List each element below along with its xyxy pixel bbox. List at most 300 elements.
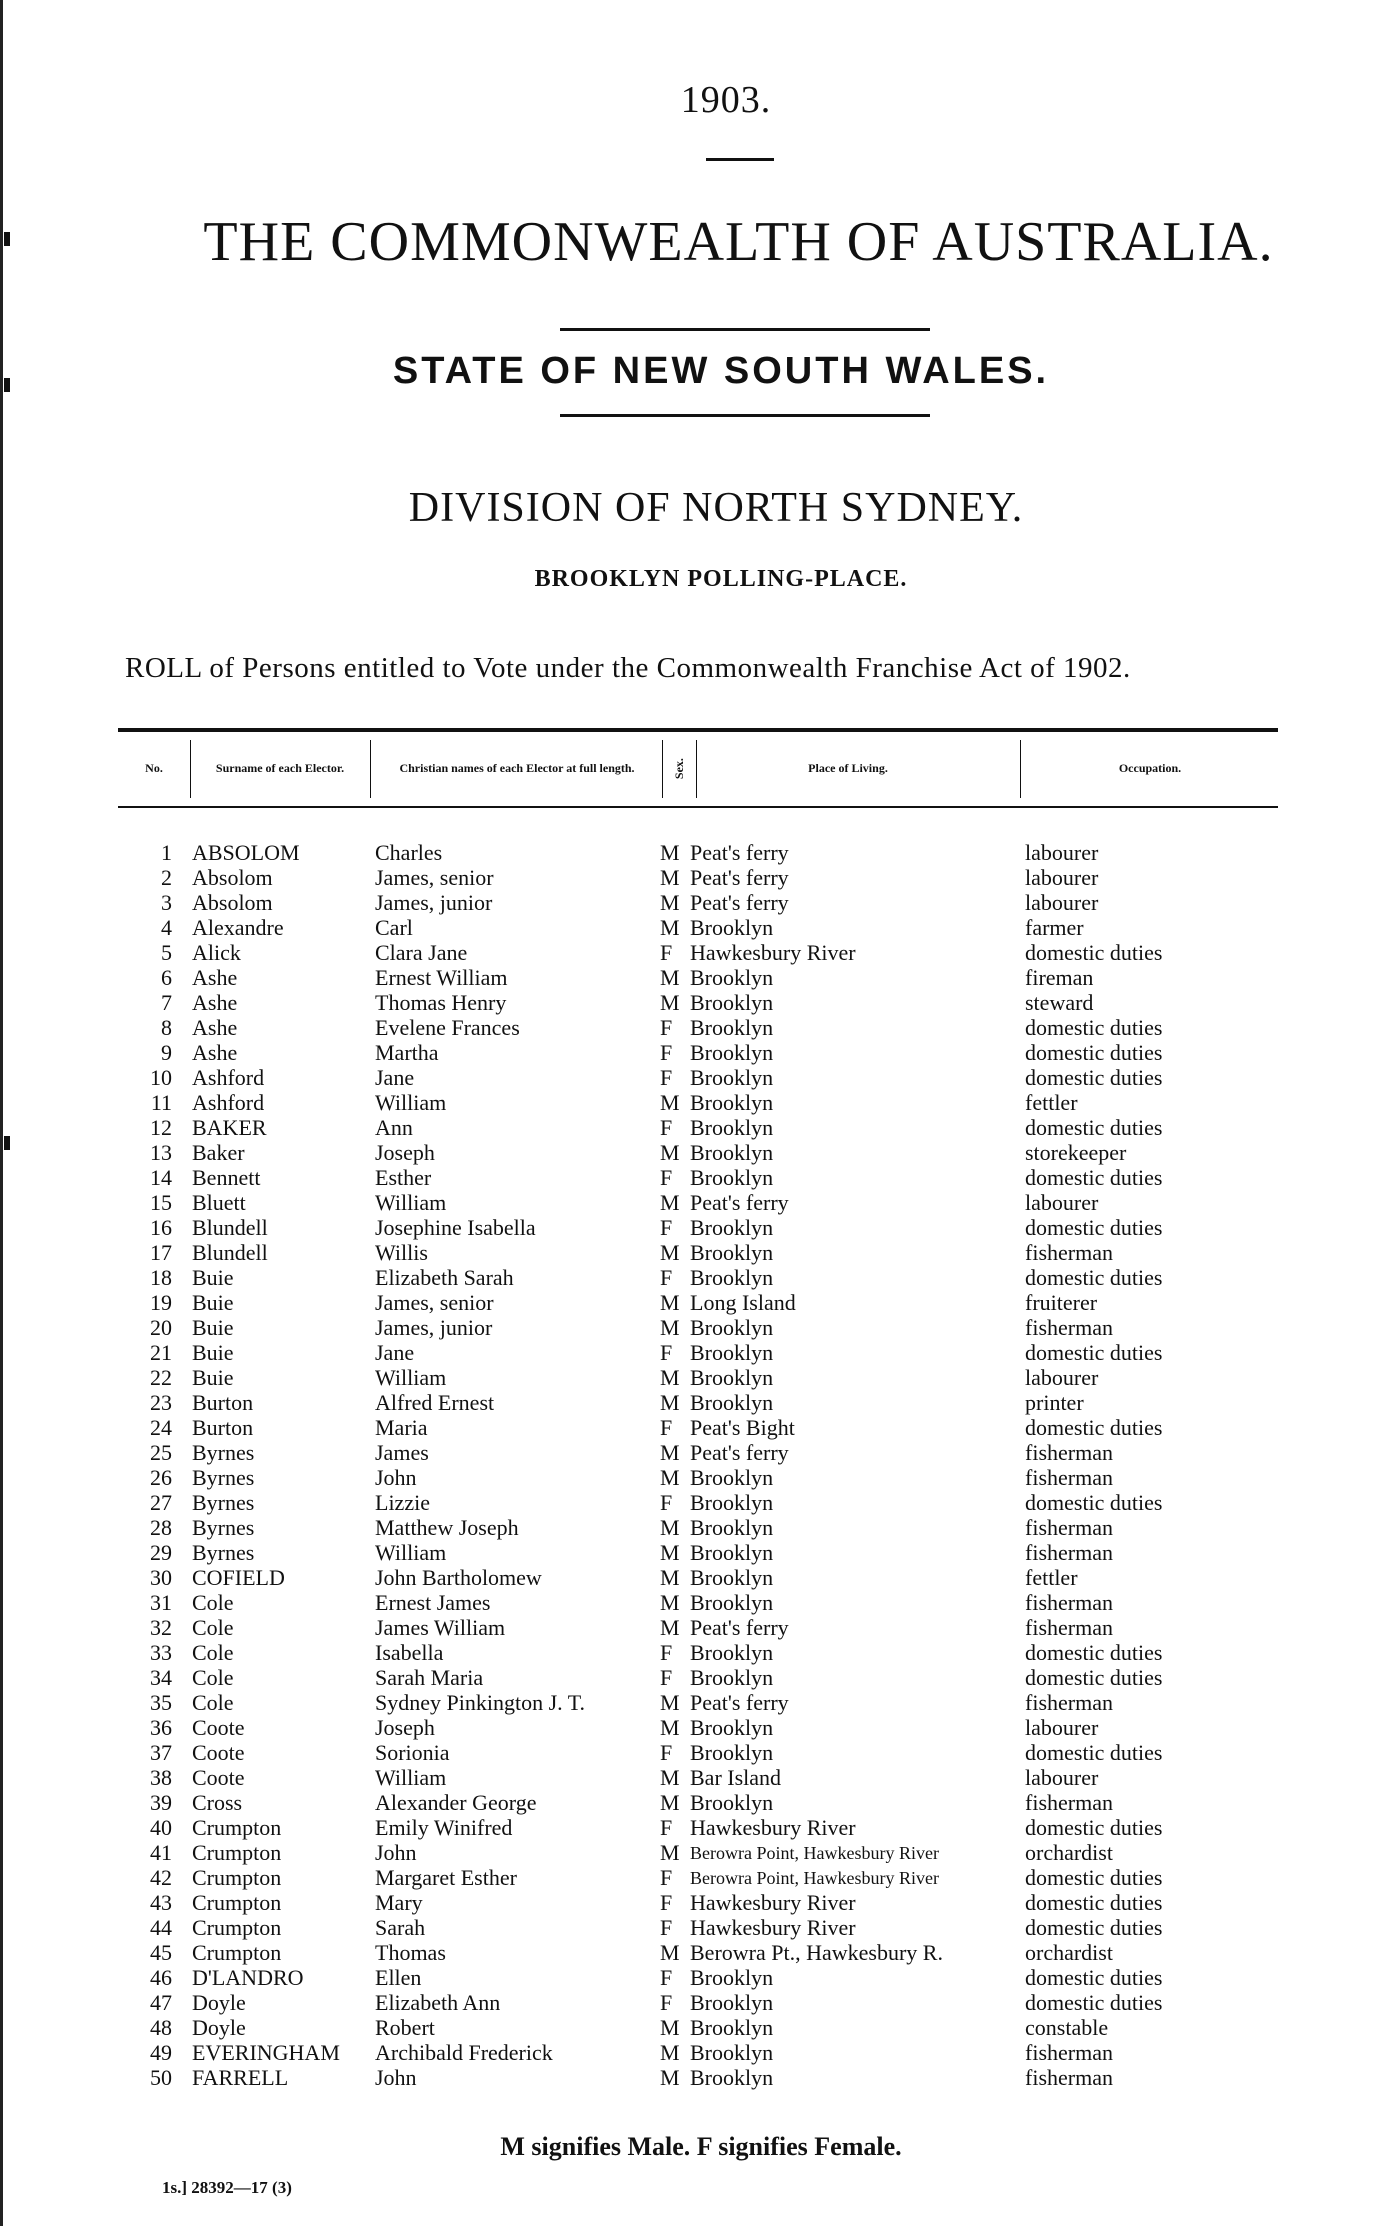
elector-surname: Blundell: [192, 1215, 268, 1240]
table-row: [0, 1065, 1382, 1090]
elector-number: 32: [150, 1615, 172, 1640]
elector-occupation: domestic duties: [1025, 1490, 1163, 1515]
elector-occupation: domestic duties: [1025, 1865, 1163, 1890]
elector-place-of-living: Peat's ferry: [690, 1615, 789, 1640]
elector-number: 11: [150, 1090, 172, 1115]
elector-christian-names: Carl: [375, 915, 413, 940]
elector-christian-names: Ernest William: [375, 965, 508, 990]
elector-christian-names: Sarah Maria: [375, 1665, 484, 1690]
state-rule-top: [560, 328, 930, 331]
elector-christian-names: Margaret Esther: [375, 1865, 517, 1890]
elector-christian-names: Jane: [375, 1340, 415, 1365]
elector-christian-names: William: [375, 1765, 447, 1790]
elector-occupation: domestic duties: [1025, 1040, 1163, 1065]
col-header-occupation: Occupation.: [1118, 761, 1182, 776]
elector-christian-names: William: [375, 1365, 447, 1390]
elector-number: 14: [150, 1165, 172, 1190]
elector-place-of-living: Brooklyn: [690, 1040, 774, 1065]
elector-occupation: domestic duties: [1025, 1015, 1163, 1040]
table-row: [0, 1140, 1382, 1165]
elector-occupation: labourer: [1025, 1715, 1099, 1740]
elector-christian-names: Alexander George: [375, 1790, 537, 1815]
elector-sex: M: [660, 1190, 680, 1215]
elector-occupation: domestic duties: [1025, 1965, 1163, 1990]
table-row: [0, 1965, 1382, 1990]
elector-surname: Buie: [192, 1315, 234, 1340]
elector-christian-names: Ann: [375, 1115, 413, 1140]
elector-sex: M: [660, 1515, 680, 1540]
elector-christian-names: Clara Jane: [375, 940, 468, 965]
elector-surname: BAKER: [192, 1115, 267, 1140]
elector-surname: Cross: [192, 1790, 243, 1815]
elector-number: 9: [161, 1040, 172, 1065]
elector-occupation: labourer: [1025, 840, 1099, 865]
elector-christian-names: Robert: [375, 2015, 435, 2040]
polling-place-heading: BROOKLYN POLLING-PLACE.: [534, 566, 908, 592]
elector-sex: F: [660, 1165, 673, 1190]
table-row: [0, 1540, 1382, 1565]
table-row: [0, 1565, 1382, 1590]
elector-surname: Byrnes: [192, 1490, 255, 1515]
elector-sex: M: [660, 1565, 680, 1590]
elector-sex: F: [660, 1965, 673, 1990]
elector-surname: COFIELD: [192, 1565, 285, 1590]
elector-sex: F: [660, 1990, 673, 2015]
year-rule: [706, 158, 774, 161]
table-header: [118, 728, 1278, 808]
elector-surname: Ashe: [192, 1040, 238, 1065]
elector-occupation: fisherman: [1025, 1315, 1113, 1340]
table-row: [0, 1940, 1382, 1965]
elector-number: 2: [161, 865, 172, 890]
table-row: [0, 1840, 1382, 1865]
elector-number: 43: [150, 1890, 172, 1915]
elector-sex: M: [660, 1315, 680, 1340]
elector-place-of-living: Brooklyn: [690, 1665, 774, 1690]
table-row: [0, 1390, 1382, 1415]
elector-place-of-living: Hawkesbury River: [690, 940, 856, 965]
table-row: [0, 1215, 1382, 1240]
elector-number: 38: [150, 1765, 172, 1790]
elector-number: 17: [150, 1240, 172, 1265]
elector-surname: Alick: [192, 940, 241, 965]
elector-sex: F: [660, 1115, 673, 1140]
elector-sex: F: [660, 1415, 673, 1440]
elector-occupation: fireman: [1025, 965, 1094, 990]
roll-caption: ROLL of Persons entitled to Vote under the Commonwealth Franchise Act of 1902.: [125, 652, 1131, 684]
elector-place-of-living: Brooklyn: [690, 1390, 774, 1415]
elector-occupation: fisherman: [1025, 1465, 1113, 1490]
elector-christian-names: James William: [375, 1615, 506, 1640]
elector-place-of-living: Brooklyn: [690, 1315, 774, 1340]
elector-place-of-living: Brooklyn: [690, 1215, 774, 1240]
elector-place-of-living: Brooklyn: [690, 990, 774, 1015]
elector-number: 41: [150, 1840, 172, 1865]
table-row: [0, 890, 1382, 915]
elector-occupation: fisherman: [1025, 1540, 1113, 1565]
elector-number: 3: [161, 890, 172, 915]
elector-christian-names: James, senior: [375, 865, 494, 890]
elector-surname: Burton: [192, 1415, 254, 1440]
elector-surname: Alexandre: [192, 915, 284, 940]
col-header-no: No.: [145, 761, 163, 776]
table-row: [0, 2040, 1382, 2065]
elector-number: 39: [150, 1790, 172, 1815]
elector-occupation: steward: [1025, 990, 1094, 1015]
elector-place-of-living: Berowra Pt., Hawkesbury R.: [690, 1940, 943, 1965]
elector-occupation: fettler: [1025, 1090, 1078, 1115]
table-row: [0, 1465, 1382, 1490]
elector-surname: Buie: [192, 1365, 234, 1390]
column-divider: [696, 740, 697, 798]
elector-christian-names: Charles: [375, 840, 443, 865]
elector-occupation: domestic duties: [1025, 1265, 1163, 1290]
table-row: [0, 1240, 1382, 1265]
elector-christian-names: Thomas: [375, 1940, 446, 1965]
sex-legend: M signifies Male. F signifies Female.: [500, 2132, 902, 2161]
elector-christian-names: John: [375, 1465, 417, 1490]
elector-place-of-living: Brooklyn: [690, 1640, 774, 1665]
elector-occupation: labourer: [1025, 1765, 1099, 1790]
elector-occupation: fisherman: [1025, 1590, 1113, 1615]
table-row: [0, 1815, 1382, 1840]
elector-number: 36: [150, 1715, 172, 1740]
table-row: [0, 990, 1382, 1015]
table-row: [0, 1490, 1382, 1515]
elector-christian-names: Elizabeth Sarah: [375, 1265, 514, 1290]
elector-number: 25: [150, 1440, 172, 1465]
elector-occupation: labourer: [1025, 890, 1099, 915]
column-divider: [1020, 740, 1021, 798]
elector-place-of-living: Bar Island: [690, 1765, 782, 1790]
elector-christian-names: Ernest James: [375, 1590, 491, 1615]
col-header-sex-cell: [664, 732, 694, 806]
elector-occupation: fettler: [1025, 1565, 1078, 1590]
elector-place-of-living: Hawkesbury River: [690, 1815, 856, 1840]
table-row: [0, 1790, 1382, 1815]
elector-place-of-living: Brooklyn: [690, 1240, 774, 1265]
elector-number: 49: [150, 2040, 172, 2065]
elector-christian-names: Emily Winifred: [375, 1815, 513, 1840]
elector-surname: Ashford: [192, 1090, 265, 1115]
elector-place-of-living: Peat's ferry: [690, 1690, 789, 1715]
elector-sex: M: [660, 1765, 680, 1790]
table-row: [0, 1740, 1382, 1765]
elector-christian-names: Sarah: [375, 1915, 426, 1940]
elector-occupation: fisherman: [1025, 2065, 1113, 2090]
table-row: [0, 965, 1382, 990]
elector-occupation: labourer: [1025, 1190, 1099, 1215]
elector-sex: F: [660, 940, 673, 965]
elector-occupation: domestic duties: [1025, 1340, 1163, 1365]
elector-place-of-living: Brooklyn: [690, 1990, 774, 2015]
elector-surname: Byrnes: [192, 1440, 255, 1465]
elector-place-of-living: Brooklyn: [690, 1515, 774, 1540]
elector-surname: ABSOLOM: [192, 840, 300, 865]
elector-sex: M: [660, 915, 680, 940]
table-row: [0, 1265, 1382, 1290]
elector-number: 45: [150, 1940, 172, 1965]
elector-surname: Baker: [192, 1140, 245, 1165]
print-reference: 1s.] 28392—17 (3): [162, 2178, 292, 2197]
elector-surname: Coote: [192, 1740, 245, 1765]
elector-occupation: fisherman: [1025, 1240, 1113, 1265]
table-row: [0, 1665, 1382, 1690]
elector-christian-names: Joseph: [375, 1715, 435, 1740]
table-row: [0, 2015, 1382, 2040]
elector-surname: Ashe: [192, 990, 238, 1015]
elector-surname: Bennett: [192, 1165, 261, 1190]
elector-place-of-living: Brooklyn: [690, 1790, 774, 1815]
elector-place-of-living: Brooklyn: [690, 965, 774, 990]
elector-christian-names: Evelene Frances: [375, 1015, 520, 1040]
elector-sex: M: [660, 2065, 680, 2090]
elector-occupation: domestic duties: [1025, 1815, 1163, 1840]
elector-christian-names: Thomas Henry: [375, 990, 507, 1015]
state-rule-bottom: [560, 414, 930, 417]
elector-number: 26: [150, 1465, 172, 1490]
elector-place-of-living: Brooklyn: [690, 1115, 774, 1140]
table-row: [0, 1415, 1382, 1440]
elector-christian-names: James, junior: [375, 1315, 493, 1340]
elector-place-of-living: Brooklyn: [690, 1140, 774, 1165]
elector-number: 20: [150, 1315, 172, 1340]
elector-number: 42: [150, 1865, 172, 1890]
elector-number: 28: [150, 1515, 172, 1540]
elector-place-of-living: Brooklyn: [690, 915, 774, 940]
elector-occupation: orchardist: [1025, 1940, 1113, 1965]
elector-place-of-living: Peat's ferry: [690, 865, 789, 890]
elector-sex: M: [660, 1465, 680, 1490]
elector-number: 46: [150, 1965, 172, 1990]
elector-occupation: domestic duties: [1025, 1990, 1163, 2015]
elector-place-of-living: Brooklyn: [690, 1340, 774, 1365]
elector-place-of-living: Long Island: [690, 1290, 796, 1315]
elector-sex: F: [660, 1915, 673, 1940]
elector-place-of-living: Brooklyn: [690, 1540, 774, 1565]
elector-sex: M: [660, 1690, 680, 1715]
elector-place-of-living: Brooklyn: [690, 1490, 774, 1515]
table-row: [0, 1315, 1382, 1340]
elector-surname: Crumpton: [192, 1840, 282, 1865]
elector-christian-names: Martha: [375, 1040, 439, 1065]
elector-place-of-living: Peat's ferry: [690, 840, 789, 865]
table-row: [0, 1090, 1382, 1115]
elector-sex: M: [660, 965, 680, 990]
elector-sex: F: [660, 1640, 673, 1665]
elector-number: 48: [150, 2015, 172, 2040]
elector-place-of-living: Brooklyn: [690, 1965, 774, 1990]
table-row: [0, 940, 1382, 965]
elector-surname: Cole: [192, 1615, 234, 1640]
elector-occupation: labourer: [1025, 1365, 1099, 1390]
state-heading: STATE OF NEW SOUTH WALES.: [392, 350, 1050, 392]
elector-sex: M: [660, 1615, 680, 1640]
elector-christian-names: Elizabeth Ann: [375, 1990, 501, 2015]
elector-sex: M: [660, 1240, 680, 1265]
elector-christian-names: Matthew Joseph: [375, 1515, 519, 1540]
elector-christian-names: Joseph: [375, 1140, 435, 1165]
elector-surname: Ashe: [192, 965, 238, 990]
elector-sex: F: [660, 1340, 673, 1365]
elector-occupation: fisherman: [1025, 1790, 1113, 1815]
elector-surname: Crumpton: [192, 1940, 282, 1965]
elector-sex: F: [660, 1265, 673, 1290]
table-row: [0, 865, 1382, 890]
elector-christian-names: Archibald Frederick: [375, 2040, 553, 2065]
table-row: [0, 1715, 1382, 1740]
elector-christian-names: Maria: [375, 1415, 428, 1440]
elector-christian-names: Willis: [375, 1240, 428, 1265]
elector-number: 40: [150, 1815, 172, 1840]
elector-place-of-living: Berowra Point, Hawkesbury River: [690, 1843, 939, 1863]
table-row: [0, 1890, 1382, 1915]
elector-number: 29: [150, 1540, 172, 1565]
table-row: [0, 1590, 1382, 1615]
elector-number: 1: [161, 840, 172, 865]
elector-sex: M: [660, 1540, 680, 1565]
elector-surname: D'LANDRO: [192, 1965, 304, 1990]
elector-occupation: domestic duties: [1025, 940, 1163, 965]
elector-number: 21: [150, 1340, 172, 1365]
elector-sex: M: [660, 2040, 680, 2065]
elector-number: 7: [161, 990, 172, 1015]
elector-place-of-living: Brooklyn: [690, 1090, 774, 1115]
table-row: [0, 1515, 1382, 1540]
elector-number: 50: [150, 2065, 172, 2090]
elector-sex: M: [660, 990, 680, 1015]
elector-sex: F: [660, 1490, 673, 1515]
elector-surname: Absolom: [192, 890, 273, 915]
elector-surname: Doyle: [192, 2015, 246, 2040]
elector-occupation: farmer: [1025, 915, 1084, 940]
elector-sex: F: [660, 1065, 673, 1090]
table-row: [0, 840, 1382, 865]
elector-christian-names: William: [375, 1540, 447, 1565]
elector-occupation: fisherman: [1025, 1440, 1113, 1465]
elector-sex: F: [660, 1815, 673, 1840]
elector-sex: M: [660, 1440, 680, 1465]
elector-occupation: domestic duties: [1025, 1065, 1163, 1090]
elector-surname: Burton: [192, 1390, 254, 1415]
elector-occupation: printer: [1025, 1390, 1084, 1415]
elector-christian-names: Jane: [375, 1065, 415, 1090]
table-row: [0, 1015, 1382, 1040]
elector-christian-names: Sydney Pinkington J. T.: [375, 1690, 586, 1715]
column-divider: [370, 740, 371, 798]
elector-sex: F: [660, 1890, 673, 1915]
elector-surname: Coote: [192, 1765, 245, 1790]
elector-sex: F: [660, 1215, 673, 1240]
elector-surname: Byrnes: [192, 1465, 255, 1490]
table-row: [0, 1190, 1382, 1215]
elector-christian-names: Josephine Isabella: [375, 1215, 536, 1240]
elector-place-of-living: Berowra Point, Hawkesbury River: [690, 1868, 939, 1888]
elector-surname: Blundell: [192, 1240, 268, 1265]
elector-number: 33: [150, 1640, 172, 1665]
elector-surname: Cole: [192, 1665, 234, 1690]
elector-sex: M: [660, 840, 680, 865]
elector-surname: Crumpton: [192, 1815, 282, 1840]
elector-number: 22: [150, 1365, 172, 1390]
table-row: [0, 1990, 1382, 2015]
elector-christian-names: William: [375, 1090, 447, 1115]
elector-sex: M: [660, 1790, 680, 1815]
elector-place-of-living: Brooklyn: [690, 2040, 774, 2065]
column-divider: [662, 740, 663, 798]
elector-place-of-living: Brooklyn: [690, 1065, 774, 1090]
elector-surname: Ashe: [192, 1015, 238, 1040]
elector-occupation: domestic duties: [1025, 1165, 1163, 1190]
elector-number: 12: [150, 1115, 172, 1140]
elector-number: 34: [150, 1665, 172, 1690]
table-row: [0, 1040, 1382, 1065]
elector-surname: Buie: [192, 1340, 234, 1365]
table-row: [0, 1615, 1382, 1640]
col-header-sex: Sex.: [671, 758, 686, 780]
elector-occupation: fisherman: [1025, 1515, 1113, 1540]
elector-surname: Cole: [192, 1590, 234, 1615]
elector-number: 16: [150, 1215, 172, 1240]
elector-sex: M: [660, 1940, 680, 1965]
elector-sex: M: [660, 2015, 680, 2040]
elector-christian-names: Ellen: [375, 1965, 422, 1990]
elector-place-of-living: Brooklyn: [690, 1265, 774, 1290]
elector-number: 27: [150, 1490, 172, 1515]
column-divider: [190, 740, 191, 798]
elector-surname: Coote: [192, 1715, 245, 1740]
elector-number: 10: [150, 1065, 172, 1090]
col-header-place: Place of Living.: [808, 761, 888, 776]
elector-number: 13: [150, 1140, 172, 1165]
table-row: [0, 915, 1382, 940]
elector-christian-names: John: [375, 2065, 417, 2090]
elector-surname: Cole: [192, 1640, 234, 1665]
elector-place-of-living: Brooklyn: [690, 1590, 774, 1615]
elector-sex: F: [660, 1665, 673, 1690]
elector-place-of-living: Brooklyn: [690, 1740, 774, 1765]
elector-number: 8: [161, 1015, 172, 1040]
elector-christian-names: Sorionia: [375, 1740, 450, 1765]
table-row: [0, 2065, 1382, 2090]
elector-christian-names: John Bartholomew: [375, 1565, 542, 1590]
elector-occupation: domestic duties: [1025, 1215, 1163, 1240]
elector-sex: F: [660, 1740, 673, 1765]
elector-sex: F: [660, 1015, 673, 1040]
elector-number: 31: [150, 1590, 172, 1615]
elector-sex: M: [660, 1840, 680, 1865]
roll-year: 1903.: [680, 79, 772, 121]
elector-occupation: constable: [1025, 2015, 1109, 2040]
elector-surname: Absolom: [192, 865, 273, 890]
elector-place-of-living: Brooklyn: [690, 1015, 774, 1040]
elector-occupation: domestic duties: [1025, 1115, 1163, 1140]
elector-place-of-living: Brooklyn: [690, 2065, 774, 2090]
elector-christian-names: Lizzie: [375, 1490, 430, 1515]
elector-occupation: domestic duties: [1025, 1640, 1163, 1665]
elector-sex: M: [660, 1365, 680, 1390]
elector-surname: Crumpton: [192, 1865, 282, 1890]
table-row: [0, 1765, 1382, 1790]
elector-surname: Buie: [192, 1290, 234, 1315]
elector-place-of-living: Brooklyn: [690, 1365, 774, 1390]
table-row: [0, 1340, 1382, 1365]
elector-sex: M: [660, 1140, 680, 1165]
elector-occupation: labourer: [1025, 865, 1099, 890]
elector-occupation: domestic duties: [1025, 1415, 1163, 1440]
table-row: [0, 1115, 1382, 1140]
elector-place-of-living: Brooklyn: [690, 2015, 774, 2040]
